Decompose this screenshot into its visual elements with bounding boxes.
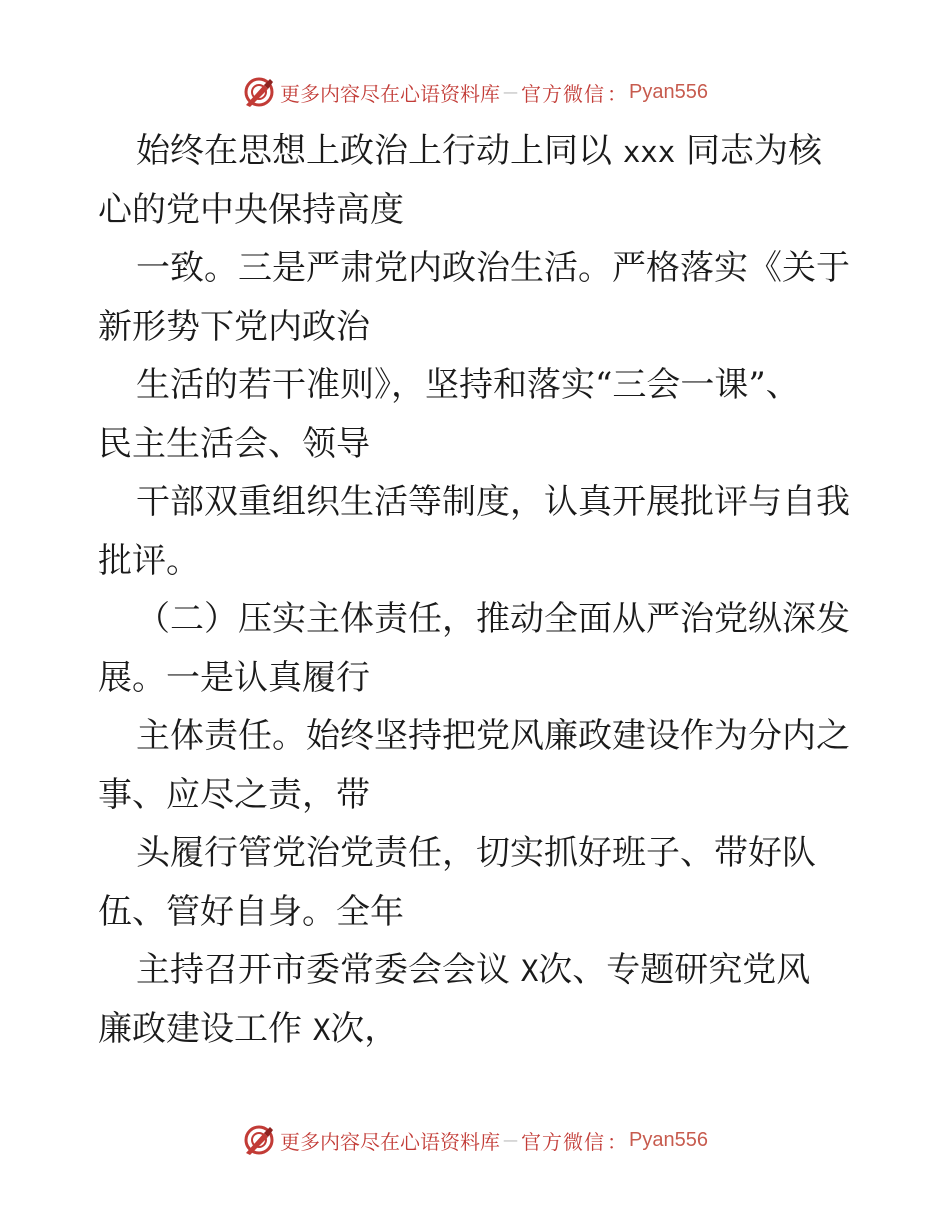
- watermark-handle: Pyan556: [629, 1128, 708, 1151]
- watermark-separator: —: [503, 1131, 519, 1149]
- text-line: 头履行管党治党责任，切实抓好班子、带好队: [136, 833, 816, 873]
- text-segment: 同志为核: [675, 131, 823, 171]
- watermark-separator: —: [503, 83, 519, 101]
- text-line: [98, 941, 858, 1000]
- text-line: 主体责任。始终坚持把党风廉政建设作为分内之: [136, 716, 850, 756]
- header-watermark: [0, 72, 950, 112]
- text-line: 批评。: [98, 540, 200, 581]
- text-segment: X: [312, 1012, 331, 1047]
- text-segment: X: [520, 954, 539, 988]
- watermark-main-text: 更多内容尽在心语资料库: [280, 81, 501, 106]
- watermark-official-label: 官方微信: [521, 81, 606, 106]
- text-line: 生活的若干准则》，坚持和落实“三会一课”、: [136, 365, 800, 405]
- watermark-main-text: 更多内容尽在心语资料库: [280, 1129, 501, 1154]
- text-segment: 主持召开市委常委会会议: [136, 950, 521, 990]
- document-body: [98, 122, 858, 1058]
- footer-watermark: [0, 1120, 950, 1160]
- text-line: 民主生活会、领导: [98, 423, 370, 464]
- text-line: 新形势下党内政治: [98, 306, 370, 347]
- pen-logo-icon: [242, 75, 276, 109]
- text-segment: 次、专题研究党风: [538, 950, 811, 990]
- text-line: 伍、管好自身。全年: [98, 891, 404, 932]
- text-line: [98, 1000, 858, 1059]
- watermark-colon: ：: [607, 1129, 628, 1154]
- text-line: （二）压实主体责任，推动全面从严治党纵深发: [136, 599, 850, 639]
- watermark-handle: Pyan556: [629, 80, 708, 103]
- pen-logo-icon: [242, 1123, 276, 1157]
- text-line: 干部双重组织生活等制度，认真开展批评与自我: [136, 482, 850, 522]
- watermark-colon: ：: [607, 81, 628, 106]
- text-line: [98, 122, 858, 181]
- watermark-official-label: 官方微信: [521, 1129, 606, 1154]
- text-line: 展。一是认真履行: [98, 657, 370, 698]
- text-segment: 始终在思想上政治上行动上同以: [136, 131, 623, 171]
- text-segment: xxx: [622, 135, 676, 169]
- text-line: 心的党中央保持高度: [98, 189, 404, 230]
- text-segment: 次，: [330, 1008, 399, 1049]
- text-segment: 廉政建设工作: [98, 1008, 313, 1049]
- text-line: 一致。三是严肃党内政治生活。严格落实《关于: [136, 248, 850, 288]
- text-line: 事、应尽之责，带: [98, 774, 370, 815]
